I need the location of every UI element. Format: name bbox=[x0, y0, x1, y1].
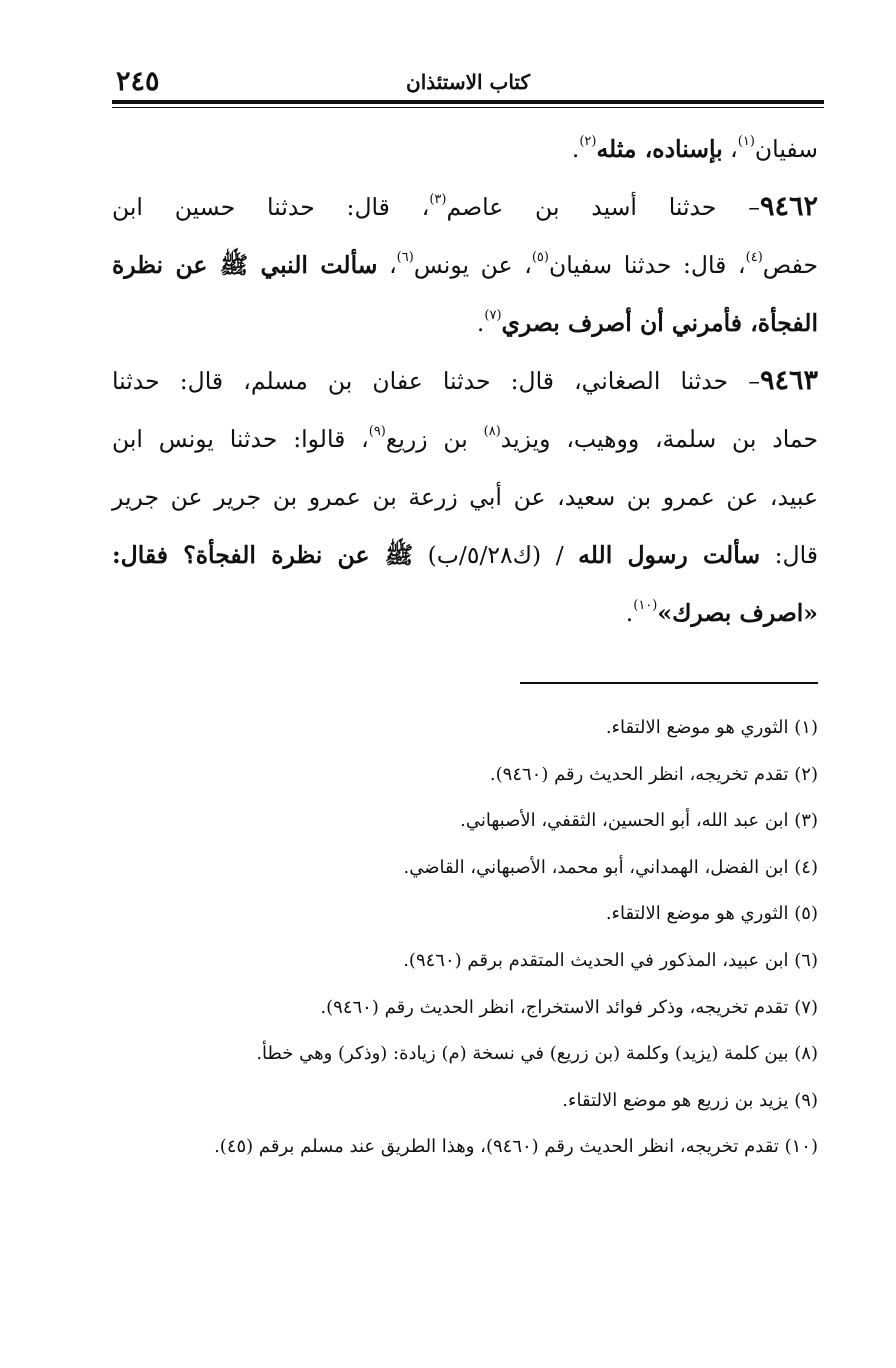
footnote-ref: (٥) bbox=[531, 250, 549, 265]
text-run: – حدثنا أسيد بن عاصم bbox=[446, 193, 760, 221]
text-run: سفيان bbox=[754, 135, 818, 163]
text-line-9 bbox=[112, 584, 818, 642]
text-run: . bbox=[571, 135, 580, 163]
bold-text: الفجأة، فأمرني أن أصرف بصري bbox=[501, 309, 818, 337]
text-line-1 bbox=[112, 120, 818, 178]
bold-text: بإسناده، مثله bbox=[596, 135, 723, 163]
text-run: ، قال: حدثنا حسين ابن bbox=[112, 193, 430, 221]
text-run: . bbox=[625, 599, 634, 627]
footnote-3: (٣) ابن عبد الله، أبو الحسين، الثقفي، الأصبهاني. bbox=[460, 810, 818, 832]
text-line-5 bbox=[112, 352, 818, 410]
chapter-title: كتاب الاستئذان bbox=[406, 70, 530, 94]
text-line-6 bbox=[112, 410, 818, 468]
footnote-ref: (٧) bbox=[484, 308, 502, 323]
footnote-ref: (١) bbox=[737, 134, 755, 149]
page-number: ٢٤٥ bbox=[116, 66, 160, 97]
text-run: ، عن يونس bbox=[413, 251, 532, 279]
main-text bbox=[112, 120, 818, 642]
footnote-7: (٧) تقدم تخريجه، وذكر فوائد الاستخراج، انظر الحديث رقم (٩٤٦٠). bbox=[320, 996, 818, 1018]
footnote-9: (٩) يزيد بن زريع هو موضع الالتقاء. bbox=[562, 1089, 818, 1111]
footnote-1: (١) الثوري هو موضع الالتقاء. bbox=[605, 717, 818, 738]
text-line-4 bbox=[112, 294, 818, 352]
text-line-8 bbox=[112, 526, 818, 584]
footnote-5: (٥) الثوري هو موضع الالتقاء. bbox=[605, 903, 818, 925]
text-line-3 bbox=[112, 236, 818, 294]
footnote-6: (٦) ابن عبيد، المذكور في الحديث المتقدم برقم (٩٤٦٠). bbox=[403, 949, 818, 971]
footnote-ref: (٦) bbox=[396, 250, 414, 265]
footnotes bbox=[112, 705, 818, 1171]
text-line-7 bbox=[112, 468, 818, 526]
hadith-number: ٩٤٦٢ bbox=[760, 191, 819, 222]
bold-text: سألت رسول الله bbox=[578, 541, 761, 569]
bold-text: «اصرف بصرك» bbox=[657, 599, 818, 627]
header-rule-thin bbox=[112, 107, 824, 108]
text-run: عبيد، عن عمرو بن سعيد، عن أبي زرعة بن عمرو بن جرير عن جرير bbox=[112, 483, 818, 511]
footnote-4: (٤) ابن الفضل، الهمداني، أبو محمد، الأصبهاني، القاضي. bbox=[403, 856, 818, 878]
text-run: ، bbox=[377, 251, 397, 279]
text-run: ، قالوا: حدثنا يونس ابن bbox=[112, 425, 369, 453]
page-header bbox=[112, 66, 824, 100]
footnote-ref: (٤) bbox=[745, 250, 763, 265]
text-run: بن زريع bbox=[385, 425, 484, 453]
text-run: – حدثنا الصغاني، قال: حدثنا عفان بن مسلم، قال: حدثنا bbox=[112, 367, 760, 395]
text-run: حفص bbox=[762, 251, 818, 279]
footnote-8: (٨) بين كلمة (يزيد) وكلمة (بن زريع) في نسخة (م) زيادة: (وذكر) وهي خطأ. bbox=[256, 1043, 818, 1065]
footnote-2: (٢) تقدم تخريجه، انظر الحديث رقم (٩٤٦٠). bbox=[489, 763, 818, 785]
text-line-2 bbox=[112, 178, 818, 236]
footnote-ref: (٨) bbox=[483, 424, 501, 439]
header-rule-thick bbox=[112, 100, 824, 104]
text-run: . bbox=[476, 309, 485, 337]
footnote-ref: (٩) bbox=[368, 424, 386, 439]
footnote-ref: (٣) bbox=[429, 192, 447, 207]
text-run: ، bbox=[722, 135, 738, 163]
footnote-ref: (١٠) bbox=[633, 598, 658, 613]
bold-text: ﷺ عن نظرة الفجأة؟ فقال: bbox=[112, 541, 414, 569]
text-run: حماد بن سلمة، ووهيب، ويزيد bbox=[500, 425, 818, 453]
bold-text: سألت النبي ﷺ عن نظرة bbox=[112, 251, 378, 279]
manuscript-ref: / (ك٥/٢٨/ب) bbox=[413, 541, 579, 569]
text-run: قال: bbox=[760, 541, 818, 569]
hadith-number: ٩٤٦٣ bbox=[759, 365, 818, 396]
footnote-separator bbox=[520, 682, 818, 684]
footnote-10: (١٠) تقدم تخريجه، انظر الحديث رقم (٩٤٦٠)، وهذا الطريق عند مسلم برقم (٤٥). bbox=[214, 1136, 818, 1158]
footnote-ref: (٢) bbox=[579, 134, 597, 149]
text-run: ، قال: حدثنا سفيان bbox=[548, 251, 746, 279]
